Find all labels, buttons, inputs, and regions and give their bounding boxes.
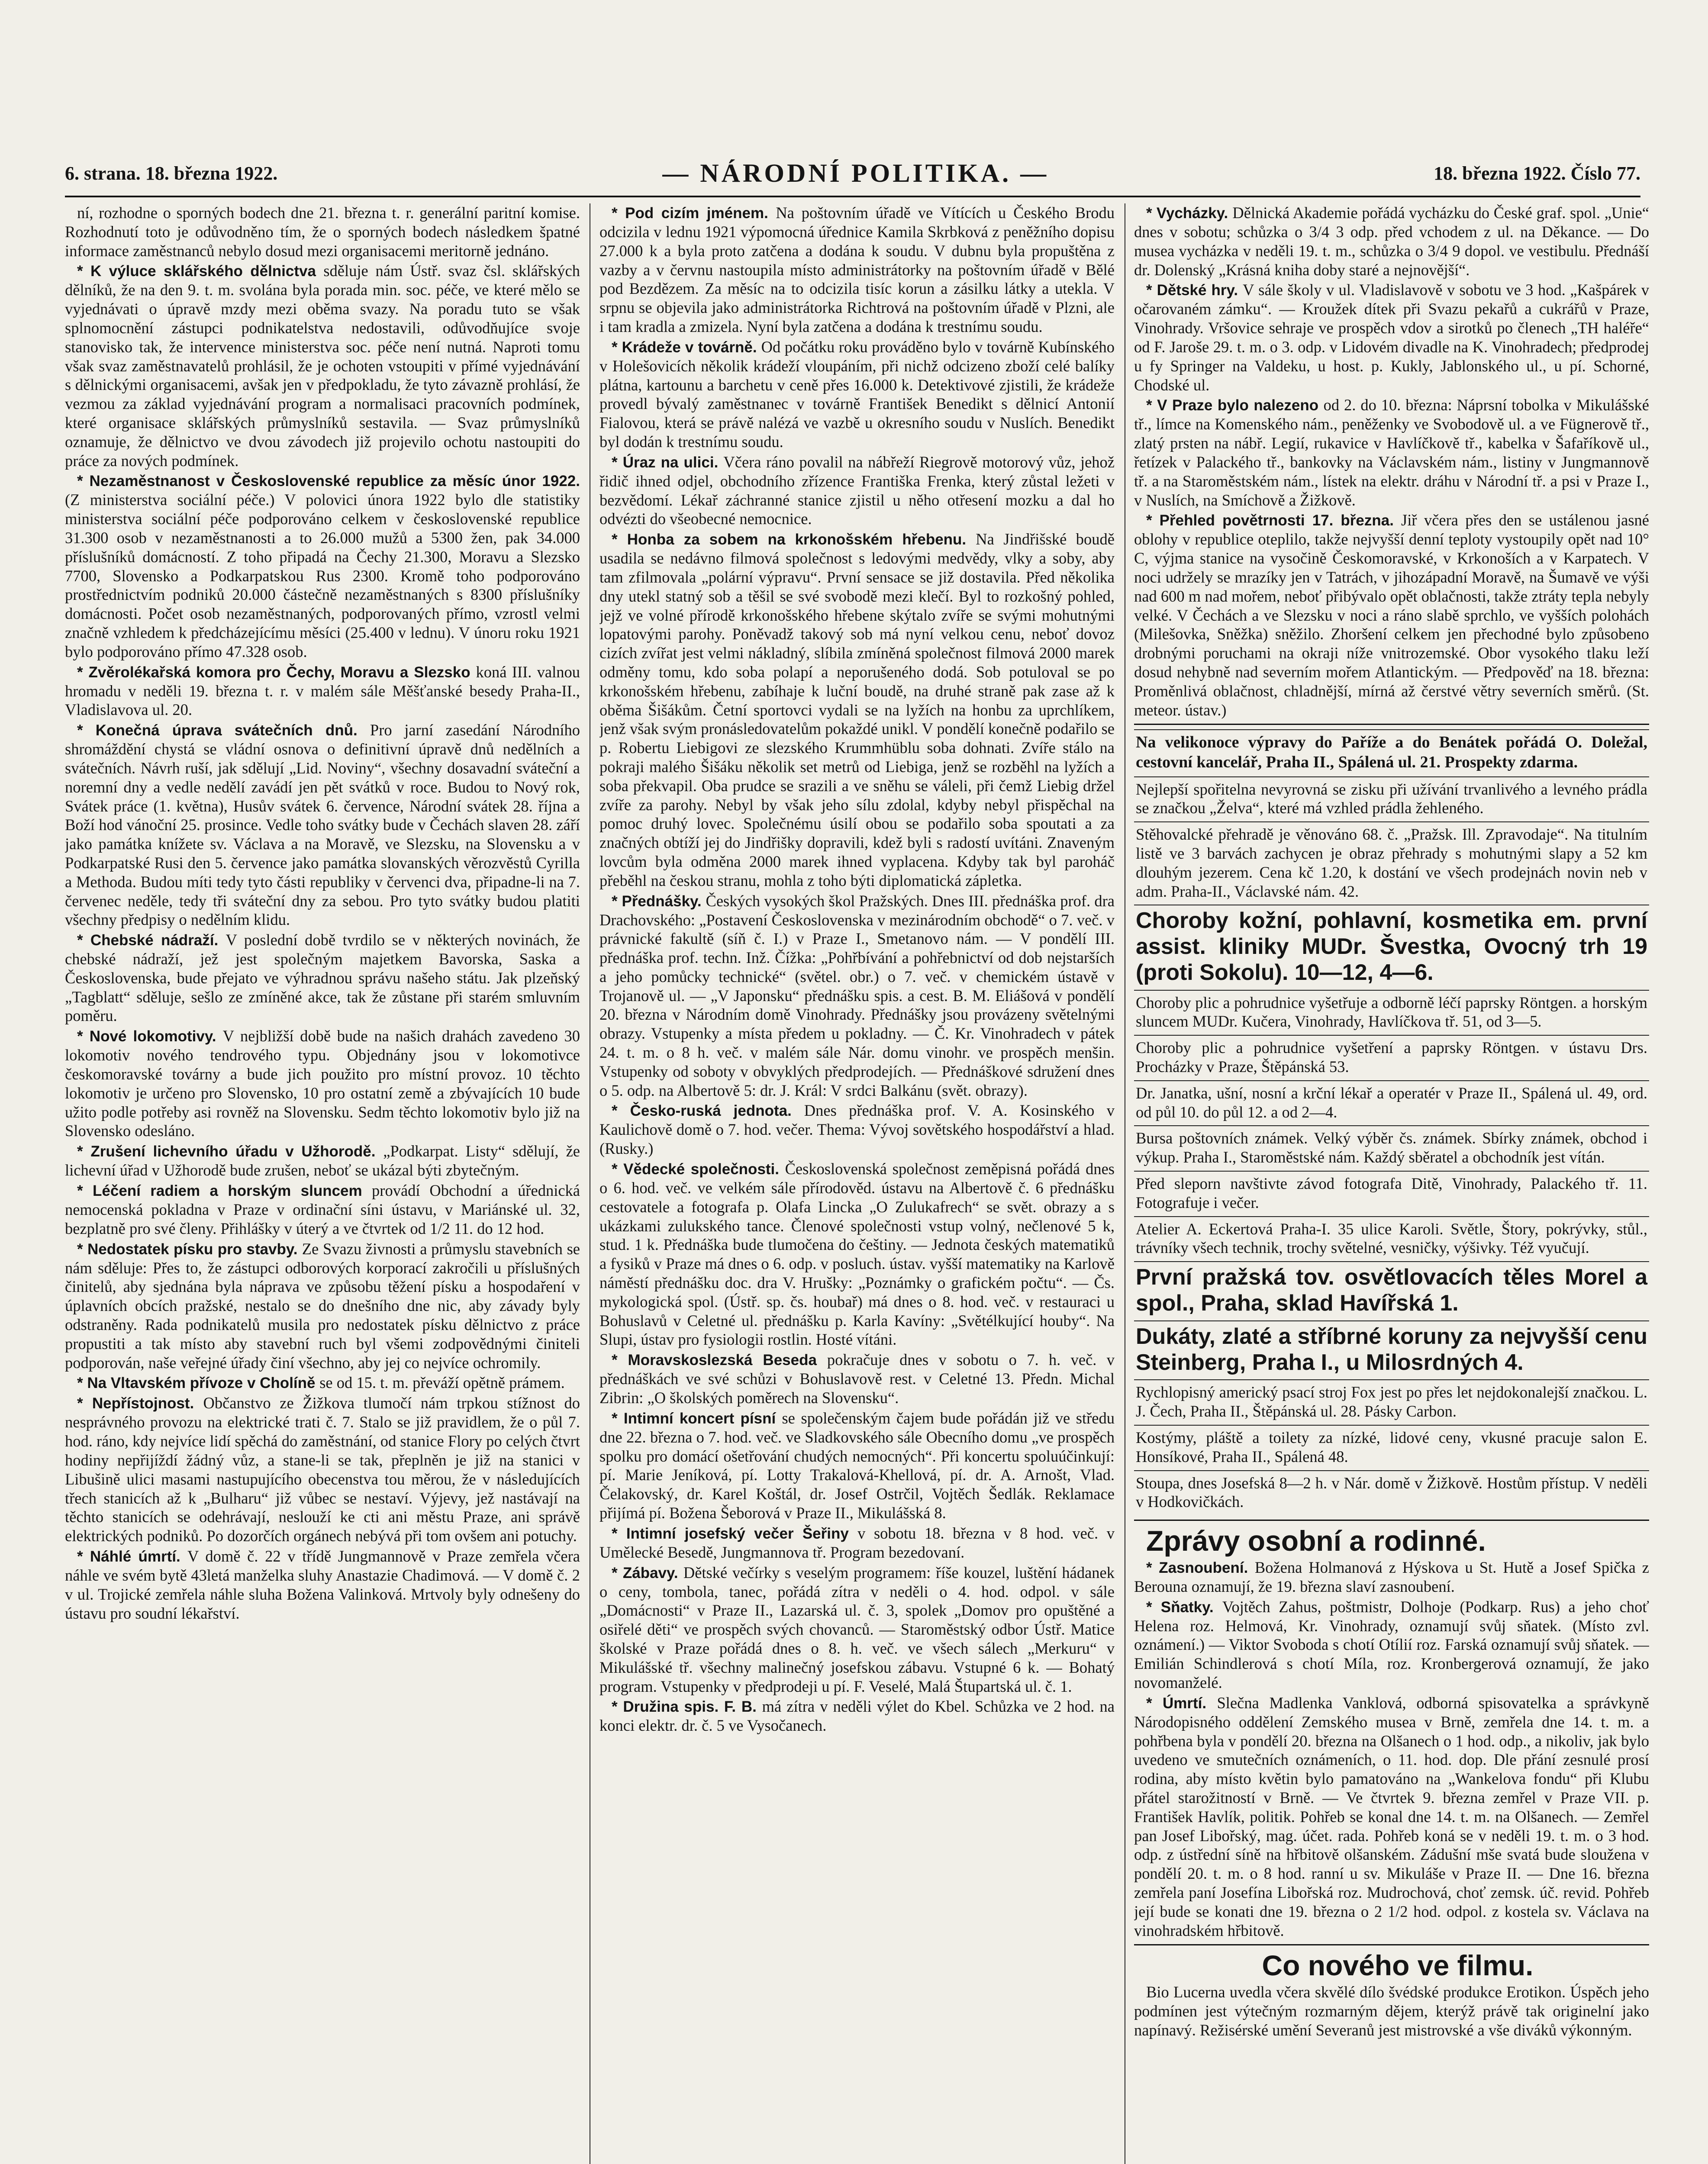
article-heading: * Nedostatek písku pro stavby. [77,1240,302,1258]
article-text: má zítra v neděli výlet do Kbel. Schůzka ve 2 hod. na konci elektr. dr. č. 5 ve Vysočanech. [599,1697,1115,1735]
advertisement-text: Dukáty, zlaté a stříbrné koruny za nejvyšší cenu Steinberg, Praha I., u Milosrdných 4. [1136,1324,1647,1375]
header-left: 6. strana. 18. března 1922. [65,162,278,184]
article-heading: * Vědecké společnosti. [612,1161,785,1178]
advertisement [1134,1080,1649,1126]
advertisement-text: Před sleporn navštivte závod fotografa Ditě, Vinohrady, Palackého tř. 11. Fotografuje i večer. [1136,1175,1647,1211]
article [65,1142,580,1180]
article-heading: * Intimní josefský večer Šeřiny [612,1525,858,1542]
article-heading: * Nezaměstnanost v Československé republice za měsíc únor 1922. [77,473,580,490]
article [65,931,580,1025]
article [599,453,1115,528]
article [65,203,580,260]
article [65,261,580,470]
advertisement-text: Nejlepší spořitelna nevyrovná se zisku při užívání trvanlivého a levného prádla se značkou „Želva“, které má vzhled prádla žehleného. [1136,780,1647,817]
advertisement-text: Atelier A. Eckertová Praha-I. 35 ulice Karoli. Světle, Štory, pokrývky, stůl., trávníky všech technik, trochy světelné, vesničky, výšivky. Též vyučují. [1136,1220,1647,1257]
article-heading: * Krádeže v továrně. [612,338,761,356]
article-heading: * Družina spis. F. B. [612,1698,762,1716]
article [65,1181,580,1238]
article [65,663,580,720]
personal-notice-heading: * Sňatky. [1146,1598,1222,1616]
article [599,1409,1115,1523]
section-rule [1134,1520,1649,1521]
column-2 [599,203,1115,2164]
article-text: Na poštovním úřadě ve Vítících u Českého Brodu odcizila v lednu 1921 výpomocná úřednice Kamila Skrbková z peněžního dopisu 27.000 k a byla proto zatčena a dodána k soudu. V dubnu byla propuštěna z vazby a v červnu nastoupila místo administrátorky na poštovním úřadě v Bělé pod Bezdězem. Za měsíc na to odcizila tisíc korun a zásilku látky a utekla. V srpnu se objevila jako administrátorka Richtrová na poštovním úřadě v Plzni, ale i tam kradla a zmizela. Nyní byla zatčena a dodána k trestnímu soudu. [599,204,1115,335]
advertisement [1134,821,1649,905]
article-text: Pro jarní zasedání Národního shromáždění chystá se vládní osnova o definitivní úpravě dnů nedělních a svátečních. Návrh ruší, jak sdělují „Lid. Noviny“, všechny dosavadní sváteční a noremní dny a vedle nedělí zavádí jen pět svátků v roce. Budou to Nový rok, Svátek práce (1. května), Husův svátek 6. července, Národní svátek 28. října a Boží hod vánoční 25. prosince. Vedle toho svátky bude v Čechách slaven 28. září jako památka knížete sv. Václava a na Moravě, ve Slezsku, na Slovensku a v Podkarpatské Rusi den 5. července jako památka slovanských věrozvěstů Cyrilla a Methoda. Budou míti tedy tyto části republiky v červenci dva, připadne-li na 7. červenec neděle, tedy tři sváteční dny za sebou. Pro tyto svátky budou platiti všechny předpisy o nedělním klidu. [65,721,580,929]
article [599,1101,1115,1158]
notice-heading: * Vycházky. [1146,205,1233,222]
advertisement [1134,776,1649,822]
personal-notice-text: Slečna Madlenka Vanklová, odborná spisovatelka a správkyně Národopisného oddělení Zemského musea v Brně, zemřela dne 14. t. m. a pohřbena byla v pondělí 20. března na Olšanech o 1 hod. odp., a nikoliv, jak bylo uvedeno ve smutečních oznámeních, o 11. hod. dop. Dle přání zesnulé prosí rodina, aby místo květin bylo pamatováno na „Wankelova fondu“ při Klubu přátel starožitností v Brně. — Ve čtvrtek 9. března zemřel v Praze VII. p. František Havlík, politik. Pohřeb se konal dne 14. t. m. na Olšanech. — Zemřel pan Josef Libořský, mag. účet. rada. Pohřeb koná se v neděli 19. t. m. o 3 hod. odp. z ústřední síně na hřbitově olšanském. Zádušní mše svatá bude sloužena v pondělí 20. t. m. o 8 hod. ranní u sv. Mikuláše v Praze II. — Dne 16. března zemřela paní Josefína Libořská roz. Mudrochová, choť zemsk. úč. revid. Pohřeb její bude se konati dne 19. března o 2 1/2 hod. odpol. z kostela sv. Václava na vinohradském hřbitově. [1134,1694,1649,1939]
advertisement-text: Stěhovalcké přehradě je věnováno 68. č. „Pražsk. Ill. Zpravodaje“. Na titulním listě ve 3 barvách zachycen je obraz přehrady s mohutnými slapy a 52 km dlouhým jezerem. Cena kč 1.20, k dostání ve všech prodejnách novin neb v adm. Praha-II., Václavské nám. 42. [1136,825,1647,900]
article-text: V nejbližší době bude na našich drahách zavedeno 30 lokomotiv nového tendrového typu. Objednány jsou v lokomotivce českomoravské továrny a bude jich použito pro místní provoz. 10 těchto lokomotiv je určeno pro Slovensko, 10 pro ostatní země a zbývajících 10 bude užito podle potřeby asi rovněž na Slovensku. Sedm těchto lokomotiv bylo již na Slovensko odesláno. [65,1027,580,1140]
article-text: se od 15. t. m. převáží opětně prámem. [319,1374,565,1392]
article [599,1563,1115,1696]
article-heading: * Zrušení lichevního úřadu v Užhorodě. [77,1143,383,1160]
advertisement-text: Stoupa, dnes Josefská 8—2 h. v Nár. domě v Žižkově. Hostům přístup. V neděli v Hodkovičkách. [1136,1474,1647,1511]
article [65,471,580,661]
advertisement-text: Kostýmy, pláště a toilety za nízké, lidové ceny, vkusné pracuje salon E. Honsíkové, Praha II., Spálená 48. [1136,1429,1647,1465]
advertisement-text: Rychlopisný americký psací stroj Fox jest po přes let nejdokonalejší značkou. L. J. Čech, Praha II., Štěpánská ul. 28. Pásky Carbon. [1136,1383,1647,1420]
advertisement-text: Dr. Janatka, ušní, nosní a krční lékař a operatér v Praze II., Spálená ul. 49, ord. od půl 10. do půl 12. a od 2—4. [1136,1084,1647,1121]
article [599,892,1115,1100]
notice-text: Dělnická Akademie pořádá vycházku do České graf. spol. „Unie“ dnes v sobotu; schůzka o 3/4 3 odp. před vchodem z ul. na Děkance. — Do musea vycházka v neděli 19. t. m., schůzka o 3/4 9 dopol. ve vestibulu. Přednáší dr. Dolenský „Krásná kniha doby staré a nejnovější“. [1134,204,1649,279]
article-text: (Z ministerstva sociální péče.) V polovici února 1922 bylo dle statistiky ministerstva sociální péče podporováno celkem v československé republice 31.300 osob v nezaměstnanosti a to 26.000 mužů a 5300 žen, pak 34.000 příslušníků domácností. Z toho připadá na Čechy 21.300, Moravu a Slezsko 7700, Slovensko a Podkarpatskou Rus 2300. Kromě toho podporováno prostřednictvím podniků 20.000 částečně nezaměstnaných s 8300 příslušníky domácnosti. Počet osob nezaměstnaných, podporovaných přímo, vzrostl velmi značně vzhledem k předcházejícímu měsíci (25.400 v lednu). V únoru roku 1921 bylo podporováno přímo 47.328 osob. [65,491,580,660]
notice-heading: * V Praze bylo nalezeno [1146,397,1324,414]
personal-news-heading: Zprávy osobní a rodinné. [1146,1525,1486,1557]
article-text: V poslední době tvrdilo se v některých novinách, že chebské nádraží, jež jest společným majetkem Bavorska, Saska a Československa, bude přejato ve výhradnou správu našeho státu. Jak plzeňský „Tagblatt“ sděluje, sešlo ze zmíněné akce, tak že zůstane při starém smluvním poměru. [65,931,580,1025]
article-text: Včera ráno povalil na nábřeží Riegrově motorový vůz, jehož řidič ihned odjel, obchodního zřízence Františka Frenka, který zůstal ležeti v bezvědomí. Lékař záchranné stanice zjistil u něho otřesení mozku a dal ho odvézti do všeobecné nemocnice. [599,453,1115,528]
personal-notice-heading: * Úmrtí. [1146,1694,1217,1712]
personal-notice [1134,1558,1649,1596]
advertisement-text: Choroby plic a pohrudnice vyšetřuje a odborně léčí paprsky Röntgen. a horským sluncem MUDr. Kučera, Vinohrady, Havlíčkova tř. 51, od 3—5. [1136,993,1647,1030]
article [599,530,1115,890]
article-text: V domě č. 22 v třídě Jungmannově v Praze zemřela včera náhle ve svém bytě 43letá manželka sluhy Anastazie Chadimová. — V domě č. 2 v ul. Trojické zemřela náhle sluha Božena Valinková. Mrtvoly byly odnešeny do ústavu pro soudní lékařství. [65,1547,580,1622]
article-heading: * Na Vltavském přívoze v Cholíně [77,1375,320,1392]
advertisement [1134,1425,1649,1470]
advertisement [1134,1379,1649,1425]
article-heading: * K výluce sklářského dělnictva [77,263,324,280]
notice-text: od 2. do 10. března: Náprsní tobolka v Mikulášské tř., límce na Komenského nám., peněženky ve Svobodově ul. a ve Fügnerově tř., zlatý prsten na nábř. Legií, rukavice v Havlíčkově tř., kabelka v Šafaříkově ul., řetízek v Palackého tř., bankovky na Václavském nám., listiny v Jungmannově tř. a na Staroměstském nám., lístek na elektr. dráhu v Národní tř. a psi v Praze I., v Nuslích, na Smíchově a Žižkově. [1134,396,1649,509]
article [65,1027,580,1140]
article-text: pokračuje dnes v sobotu o 7. h. več. v přednáškách ve své schůzi v Bohuslavově rest. v Celetné 13. Předn. Michal Zibrin: „O školských poměrech na Slovensku“. [599,1351,1115,1407]
article-heading: * Honba za sobem na krkonošském hřebenu. [612,531,976,548]
article [65,721,580,929]
advertisement [1134,990,1649,1035]
film-news-heading: Co nového ve filmu. [1262,1949,1534,1982]
advertisement [1134,1125,1649,1171]
article [599,1350,1115,1407]
article [599,1159,1115,1349]
notice-heading: * Dětské hry. [1146,282,1243,299]
article-text: Na Jindřišské boudě usadila se nedávno filmová společnost s ledovými medvědy, vlky a soby, aby tam zfilmovala „polární výpravu“. První sensace se již dostavila. Před několika dny utekl statný sob a těšil se své svobodě mezi klečí. Byl to rozkošný pohled, jejž ve volné přírodě krkonošského hřebene skýtalo zvíře se svými mohutnými lopatovými parohy. Poněvadž takový sob má nyní velkou cenu, neboť dovoz cizích zvířat jest velmi nákladný, slíbila zmíněná společnost filmová 2000 marek odměny tomu, kdo soba polapí a neporušeného dodá. Sob potuloval se po krkonošském hřebenu, zabíhaje k luční boudě, na druhé straně pak zase až k oběma Šišákům. Četní sportovci vydali se na lyžích na honbu za uprchlíkem, jenž však svým pronásledovatelům pokaždé unikl. V pondělí konečně podařilo se p. Robertu Liebigovi ze slezského Krummhüblu soba dohnati. Zvíře stálo na pokraji malého Šišáku několik set metrů od Liebiga, jenž se rozběhl na lyžích a soba překvapil. Oba prudce se srazili a ve sněhu se váleli, při čemž Liebig držel zvíře za parohy. Nebyl by však jeho sílu zdolal, kdyby nebyl přispěchal na pomoc druhý lovec. Společnému úsilí obou se podařilo soba spoutati a za značných obtíží jej do Jindřišky dopravili, kdež byli s radostí uvítáni. Znaveným lovcům byla odměna 2000 marek ihned vyplacena. Kdyby tak byl paroháč přeběhl na českou stranu, mohla z toho býti diplomatická zápletka. [599,530,1115,889]
advertisement-text: Bursa poštovních známek. Velký výběr čs. známek. Sbírky známek, obchod i výkup. Praha I., Staroměstské nám. Každý sběratel a obchodník jest vítán. [1136,1129,1647,1166]
article-heading: * Zábavy. [612,1564,683,1581]
article [65,1240,580,1372]
article [599,1697,1115,1735]
article-heading: * Náhlé úmrtí. [77,1548,187,1565]
personal-notice [1134,1597,1649,1692]
notice [1134,396,1649,509]
article-heading: * Česko-ruská jednota. [612,1102,804,1120]
advertisement [1134,729,1649,776]
article-text: provádí Obchodní a úřednická nemocenská pokladna v Praze v ordinační síni ústavu, v Mariánské ul. 32, bezplatně pro své členy. Přihlášky v úterý a ve čtvrtek od 1/2 11. do 12 hod. [65,1182,580,1237]
notices-section [1134,203,1649,719]
page-header [65,156,1640,190]
article [599,338,1115,451]
article-heading: * Konečná úprava svátečních dnů. [77,722,370,739]
article [65,1373,580,1392]
advertisement-text: Choroby kožní, pohlavní, kosmetika em. první assist. kliniky MUDr. Švestka, Ovocný trh 19 (proti Sokolu). 10—12, 4—6. [1136,908,1647,985]
article-heading: * Zvěrolékařská komora pro Čechy, Moravu a Slezsko [77,663,476,681]
article-heading: * Nepřístojnost. [77,1395,203,1412]
article-heading: * Úraz na ulici. [612,454,724,471]
advertisement-text: Choroby plic a pohrudnice vyšetření a paprsky Röntgen. v ústavu Drs. Procházky v Praze, Štěpánská 53. [1136,1039,1647,1076]
article-text: „Podkarpat. Listy“ sdělují, že lichevní úřad v Užhorodě bude zrušen, neboť se ukázal býti zbytečným. [65,1142,580,1179]
article-text: sděluje nám Ústř. svaz čsl. sklářských dělníků, že na den 9. t. m. svolána byla porada min. soc. péče, ve které mělo se vyjednávati o úpravě mzdy mezi oběma svazy. Na poradu tuto se však splnomocnění zástupci podnikatelstva nedostavili, odůvodňujíce svoje stanovisko tak, že intervence ministerstva soc. péče není nutná. Naproti tomu však svaz zaměstnavatelů prohlásil, že je ochoten vstoupiti v přímé vyjednávání s dělnickými organisacemi, avšak jen v předpokladu, že tyto závazně prohlásí, že vezmou za základ vyjednávání program a normalisaci pracovních podmínek, které organisace sklářských průmyslníků sestavila. — Svaz průmyslníků oznamuje, že dělnictvo ve dvou závodech již projevilo ochotu nastoupiti do práce za nových podmínek. [65,262,580,470]
article-text: Od počátku roku prováděno bylo v továrně Kubínského v Holešovicích několik krádeží vloupáním, při nichž odcizeno zboží celé balíky plátna, kartounu a barchetu v ceně přes 16.000 k. Detektivové zjistili, že krádeže provedl bývalý zaměstnanec v továrně František Benedikt s dělnicí Antonií Fialovou, která se právě nalézá ve vazbě u okresního soudu v Nuslích. Benedikt byl dodán k trestnímu soudu. [599,338,1115,451]
advertisement-text: Na velikonoce výpravy do Paříže a do Benátek pořádá O. Doležal, cestovní kancelář, Praha II., Spálená ul. 21. Prospekty zdarma. [1136,733,1647,771]
article [599,1524,1115,1562]
notice-heading: * Přehled povětrnosti 17. března. [1146,512,1401,529]
newspaper-title: — NÁRODNÍ POLITIKA. — [662,158,1049,187]
advertisement [1134,905,1649,989]
section-rule [1134,1944,1649,1945]
advertisement [1134,1320,1649,1380]
advertisements [1134,729,1649,1515]
article [65,1547,580,1623]
article-text: ní, rozhodne o sporných bodech dne 21. března t. r. generální paritní komise. Rozhodnutí toto je odůvodněno tím, že o sporných bodech následkem špatné informace zaměstnanců nebylo dosud mezi organisacemi meritorně jednáno. [65,204,580,260]
advertisement [1134,1261,1649,1320]
article-text: se společenským čajem bude pořádán již ve středu dne 22. března o 7. hod. več. ve Sladkovského sále Obecního domu „ve prospěch spolku pro domácí ošetřování chudých nemocných“. Při koncertu spoluúčinkují: pí. Marie Jeníková, pí. Lotty Trakalová-Khellová, pí. dr. A. Arnošt, Vlad. Čelakovský, dr. Karel Koštál, dr. Josef Ostrčil, Vojtěch Šedlák. Reklamace přijímá pí. Božena Šeborová v Praze II., Mikulášská 8. [599,1409,1115,1522]
article-heading: * Léčení radiem a horským sluncem [77,1182,372,1200]
notice [1134,511,1649,719]
personal-notice-text: Vojtěch Zahus, poštmistr, Dolhoje (Podkarp. Rus) a jeho choť Helena roz. Helmová, Kr. Vinohrady, oznamují svůj sňatek. (Místo zvl. oznámení.) — Viktor Svoboda s chotí Otílií roz. Farská oznamují svůj sňatek. — Emilián Schindlerová s chotí Míla, roz. Kronbergerová oznamují, že jako novomanželé. [1134,1597,1649,1691]
article-heading: * Moravskoslezská Beseda [612,1352,827,1369]
personal-news [1134,1558,1649,1940]
article-text: v sobotu 18. března v 8 hod. več. v Umělecké Besedě, Jungmannova tř. Program bezedovaní. [599,1524,1115,1561]
section-rule [1134,724,1649,725]
article [599,203,1115,336]
personal-notice-text: Božena Holmanová z Hýskova u St. Hutě a Josef Spička z Berouna oznamují, že 19. března slaví zasnoubení. [1134,1558,1649,1595]
article-text: Českých vysokých škol Pražských. Dnes III. přednáška prof. dra Drachovského: „Postavení Československa v mezinárodním obchodě“ o 7. več. v právnické fakultě (síň č. I.) v Praze I., Smetanovo nám. — V pondělí III. přednáška prof. techn. Inž. Čížka: „Pohřbívání a pohřebnictví od dob nejstarších a jeho pomůcky technické“ (světel. obr.) o 7. več. v chemickém ústavě v Trojanově ul. — „V Japonsku“ přednášku spis. a cest. B. M. Eliášová v pondělí 20. března v Národním domě Vinohrady. Přednášky jsou provázeny světelnými obrazy. Vstupenky a místa předem u pokladny. — Č. Kr. Vinohradech v pátek 24. t. m. o 8 h. več. v malém sále Nár. domu vinohr. ve prospěch menšin. Vstupenky od soboty v obvyklých předprodejích. — Přednáškové sdružení dnes o 5. odp. na Albertově 5: dr. J. Král: V srdci Balkánu (svět. obrazy). [599,892,1115,1099]
article-heading: * Chebské nádraží. [77,932,226,949]
notice-text: V sále školy v ul. Vladislavově v sobotu ve 3 hod. „Kašpárek v očarovaném zámku“. — Kroužek dítek při Svazu pekařů a cukrářů v Praze, Vinohrady. Vršovice sehraje ve prospěch vdov a sirotků po členech „TH haléře“ od F. Jaroše 29. t. m. o 3. odp. v Lidovém divadle na K. Vinohradech; předprodej u fy Springer na Valdeku, u host. p. Kukly, Jablonského ul., u pí. Schorné, Chodské ul. [1134,281,1649,394]
notice [1134,280,1649,394]
advertisement-text: První pražská tov. osvětlovacích těles Morel a spol., Praha, sklad Havířská 1. [1136,1265,1647,1316]
article-text: Dětské večírky s veselým programem: říše kouzel, luštění hádanek o ceny, tombola, tanec, pořádá zítra v neděli o 4. hod. odpol. v sále „Domácnosti“ v Praze II., Lazarská ul. č. 3, spolek „Domov pro opuštěné a osiřelé děti“ ve prospěch svých chovanců. — Staroměstský odbor Ústř. Matice školské v Praze pořádá dnes o 8. h. več. ve všech sálech „Merkuru“ v Mikulášské tř. všechny malinečný josefskou zábavu. Vstupné 6 k. — Bohatý program. Vstupenky v předprodeji u pí. F. Veselé, Malá Štupartská ul. č. 1. [599,1563,1115,1695]
notice-text: Jiř včera přes den se ustálenou jasné oblohy v republice oteplilo, takže nejvyšší denní teploty vystoupily opět nad 10° C, výjma stanice na vysočině Českomoravské, v Krkonoších a v Karpatech. V noci udržely se mrazíky jen v Tatrách, v jihozápadní Moravě, na Šumavě ve výši nad 600 m nad mořem, neboť přibývalo opět oblačnosti, takže ztráty tepla nebyly velké. V Čechách a ve Slezsku v noci a ráno slabě sprchlo, ve vyšších polohách (Milešovka, Sněžka) sněžilo. Zhoršení celkem jen přechodné bylo způsobeno drobnými poruchami na okraji níže vnitrozemské. Obor vysokého tlaku leží dosud nehybně nad severním mořem Atlantickým. — Předpověď na 18. března: Proměnlivá oblačnost, chladnější, mírná až čerstvé větry severních směrů. (St. meteor. ústav.) [1134,511,1649,719]
film-news-text: Bio Lucerna uvedla včera skvělé dílo švédské produkce Erotikon. Úspěch jeho podmínen jest výtečným rozmarným dějem, kterýž právě tak originelní jako napínavý. Režisérské umění Severanů jest mistrovské a vše diváků výkonným. [1134,1983,1649,2039]
article [65,1394,580,1546]
column-3 [1134,203,1649,2164]
personal-notice [1134,1694,1649,1940]
notice [1134,203,1649,279]
article-heading: * Přednášky. [612,892,706,910]
advertisement [1134,1470,1649,1516]
article-text: Československá společnost zeměpisná pořádá dnes o 6. hod. več. ve velkém sále přírodověd. ústavu na Albertově č. 6 přednášku cestovatele a fotografa p. Olafa Lincka „O Zulukafrech“ se svět. obrazy a s ukázkami zulukského tance. Členové společnosti vstup volný, nečlenové 5 k, stud. 1 k. Přednáška bude tlumočena do češtiny. — Jednota českých matematiků a fysiků v Praze má dnes o 6. odp. v posluch. ústav. vyšší matematiky na Karlově náměstí přednášku doc. dra V. Hrušky: „Poznámky o grafickém počtu“. — Čs. mykologická spol. (Ústř. sp. čs. houbař) má dnes o 8. hod. več. v restauraci u Bohuslavů v Celetné ul. přednášku p. Karla Kavíny: „Světélkující houby“. Na Slupi, ústav pro fysiologii rostlin. Hosté vítáni. [599,1160,1115,1349]
personal-notice-heading: * Zasnoubení. [1146,1559,1255,1576]
article-heading: * Nové lokomotivy. [77,1028,223,1045]
article-heading: * Pod cizím jménem. [612,205,776,222]
advertisement [1134,1216,1649,1262]
column-1 [65,203,580,2164]
article-text: koná III. valnou hromadu v neděli 19. března t. r. v malém sále Měšťanské besedy Praha-II., Vladislavova ul. 20. [65,663,580,719]
advertisement [1134,1171,1649,1216]
advertisement [1134,1035,1649,1080]
article-heading: * Intimní koncert písní [612,1410,782,1427]
article-text: Dnes přednáška prof. V. A. Kosinského v Kaulichově domě o 7. hod. večer. Thema: Vývoj sovětského hospodářství a hlad. (Rusky.) [599,1101,1115,1158]
header-right: 18. března 1922. Číslo 77. [1434,162,1640,184]
article-text: Občanstvo ze Žižkova tlumočí nám trpkou stížnost do nesprávného provozu na elektrické trati č. 7. Stalo se již pravidlem, že o půl 7. hod. ráno, kdy nejvíce lidí spěchá do zaměstnání, od stanice Flory po celých čtvrt hodiny nepřijíždí žádný vůz, a stane-li se tak, přeplněn je již na stanici v Libušině ulici masami nastupujícího obecenstva tou měrou, že v následujících třech stanicích až k „Bulharu“ již vůbec se nestaví. Výjevy, jež nastávají na těchto stanicích se odehrávají, neslouží ke cti ani městu Praze, ani správě elektrických podniků. Po dozorčích orgánech nebývá při tom ovšem ani potuchy. [65,1394,580,1545]
header-rule [65,196,1640,197]
article-text: Ze Svazu živnosti a průmyslu stavebních se nám sděluje: Přes to, že zástupci odborových korporací zakročili u příslušných činitelů, aby sjednána byla náprava ve způsobu těžení písku a hospodaření v úplavních obcích pražské, nestalo se do dnešního dne nic, aby závady byly odstraněny. Rada podnikatelů musila pro nedostatek písku dělnictvo z práce propustiti a tak místo aby stavební ruch byl všemi zodpovědnými činiteli podporován, naše veřejné úřady činí všechno, aby jej co nejvíce ochromily. [65,1240,580,1372]
